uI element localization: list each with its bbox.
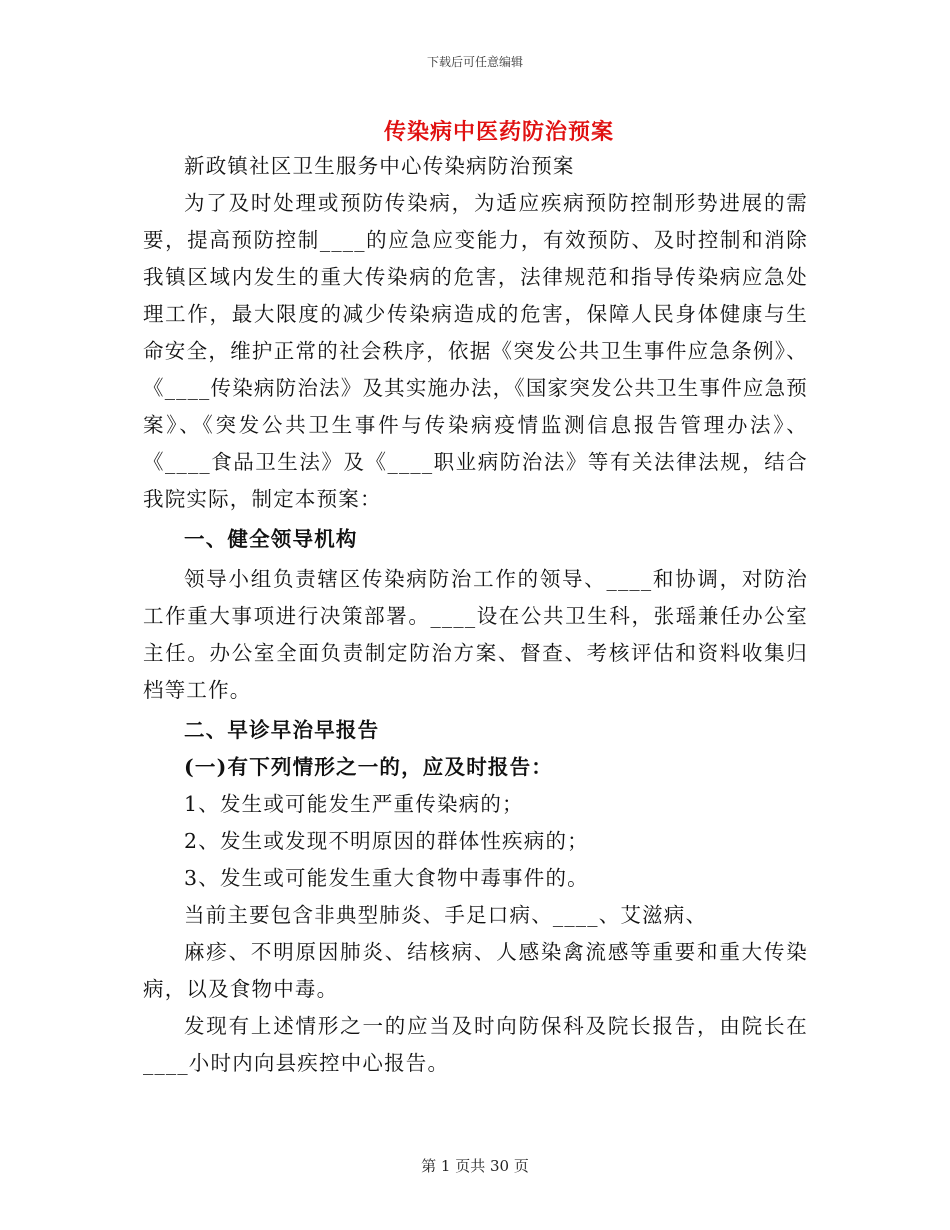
subsection-heading: (一)有下列情形之一的，应及时报告： bbox=[184, 755, 553, 779]
list-item: 2、发生或发现不明原因的群体性疾病的； bbox=[184, 829, 589, 853]
disease-list-line: 当前主要包含非典型肺炎、手足口病、____、艾滋病、 bbox=[184, 903, 708, 927]
page-footer: 第 1 页共 30 页 bbox=[421, 1157, 529, 1175]
list-item: 1、发生或可能发生严重传染病的； bbox=[184, 792, 524, 816]
intro-paragraph: 为了及时处理或预防传染病，为适应疾病预防控制形势进展的需要，提高预防控制____的应急应变能力，有效预防、及时控制和消除我镇区域内发生的重大传染病的危害，法律规范和指导传染病应急处理工作，最大限度的减少传染病造成的危害，保障人民身体健康与生命安全，维护正常的社会秩序，依据《突发公共卫生事件应急条例》、《____传染病防治法》及其实施办法，《国家突发公共卫生事件应急预案》、《突发公共卫生事件与传染病疫情监测信息报告管理办法》、《____食品卫生法》及《____职业病防治法》等有关法律法规，结合我院实际，制定本预案： bbox=[143, 191, 808, 511]
report-paragraph: 发现有上述情形之一的应当及时向防保科及院长报告，由院长在____小时内向县疾控中心报告。 bbox=[143, 1014, 808, 1075]
leadership-paragraph: 领导小组负责辖区传染病防治工作的领导、____和协调，对防治工作重大事项进行决策部署。____设在公共卫生科，张瑶兼任办公室主任。办公室全面负责制定防治方案、督查、考核评估和资料收集归档等工作。 bbox=[143, 567, 808, 702]
header-note: 下载后可任意编辑 bbox=[426, 55, 523, 69]
disease-list-paragraph: 麻疹、不明原因肺炎、结核病、人感染禽流感等重要和重大传染病，以及食物中毒。 bbox=[143, 940, 808, 1001]
section-heading-1: 一、健全领导机构 bbox=[184, 527, 358, 551]
list-item: 3、发生或可能发生重大食物中毒事件的。 bbox=[184, 866, 589, 890]
document-title: 传染病中医药防治预案 bbox=[383, 119, 614, 145]
section-heading-2: 二、早诊早治早报告 bbox=[184, 718, 380, 742]
document-body bbox=[143, 148, 808, 1082]
document-subtitle: 新政镇社区卫生服务中心传染病防治预案 bbox=[184, 154, 575, 178]
